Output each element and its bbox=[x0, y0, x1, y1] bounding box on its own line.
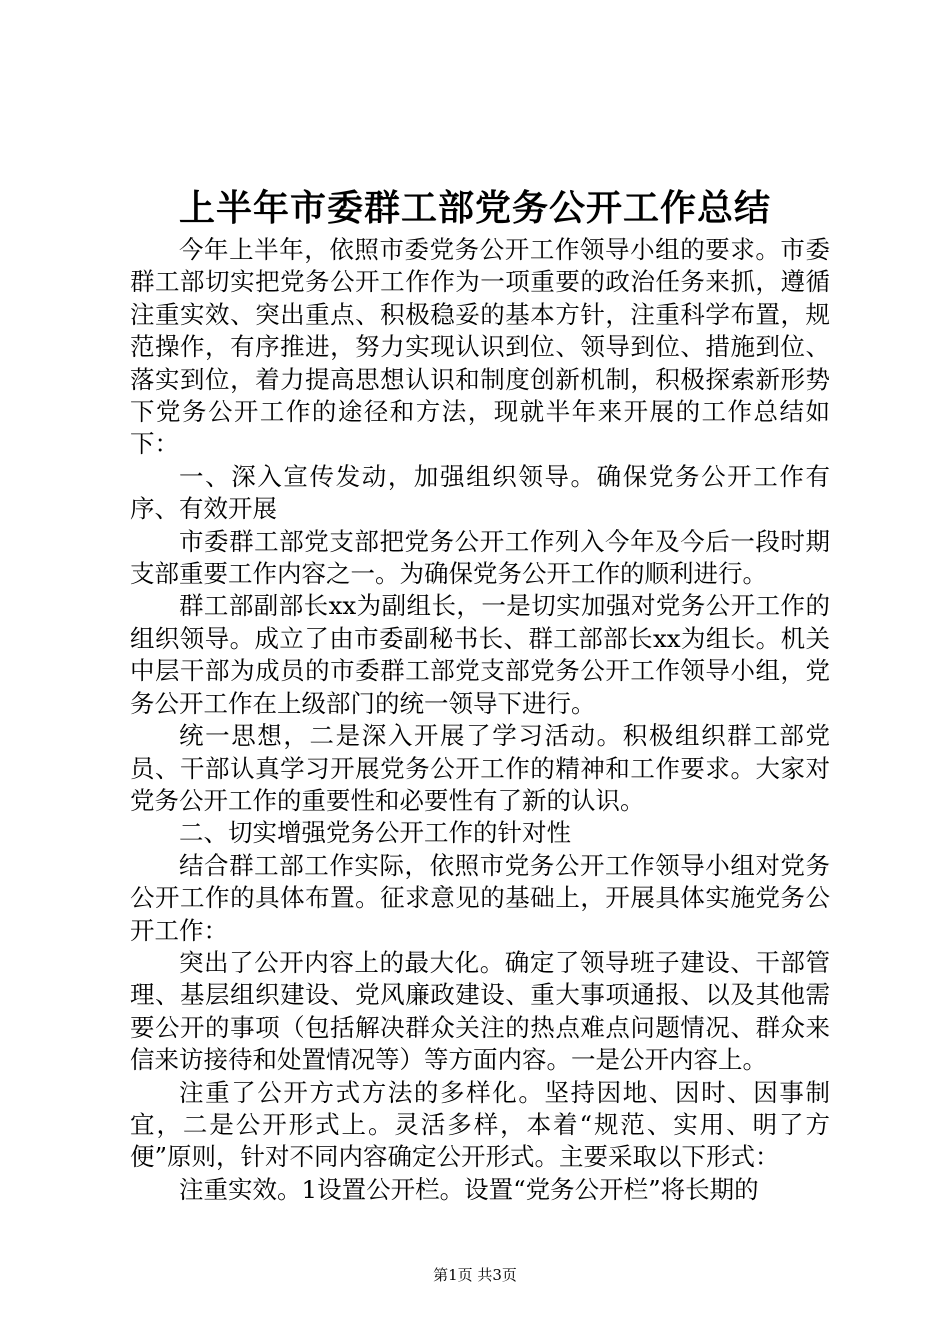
section-heading: 一、深入宣传发动，加强组织领导。确保党务公开工作有序、有效开展 bbox=[130, 461, 830, 524]
paragraph: 结合群工部工作实际，依照市党务公开工作领导小组对党务公开工作的具体布置。征求意见的基础上，开展具体实施党务公开工作： bbox=[130, 850, 830, 945]
paragraph: 突出了公开内容上的最大化。确定了领导班子建设、干部管理、基层组织建设、党风廉政建设、重大事项通报、以及其他需要公开的事项（包括解决群众关注的热点难点问题情况、群众来信来访接待和处置情况等）等方面内容。一是公开内容上。 bbox=[130, 947, 830, 1075]
paragraph: 注重了公开方式方法的多样化。坚持因地、因时、因事制宜，二是公开形式上。灵活多样，本着“规范、实用、明了方便”原则，针对不同内容确定公开形式。主要采取以下形式： bbox=[130, 1077, 830, 1172]
page-number-footer: 第1页 共3页 bbox=[433, 1266, 517, 1284]
paragraph: 今年上半年，依照市委党务公开工作领导小组的要求。市委群工部切实把党务公开工作作为一项重要的政治任务来抓，遵循注重实效、突出重点、积极稳妥的基本方针，注重科学布置，规范操作，有序推进，努力实现认识到位、领导到位、措施到位、落实到位，着力提高思想认识和制度创新机制，积极探索新形势下党务公开工作的途径和方法，现就半年来开展的工作总结如下： bbox=[130, 235, 830, 459]
paragraph: 群工部副部长xx为副组长，一是切实加强对党务公开工作的组织领导。成立了由市委副秘书长、群工部部长xx为组长。机关中层干部为成员的市委群工部党支部党务公开工作领导小组，党务公开工作在上级部门的统一领导下进行。 bbox=[130, 591, 830, 718]
paragraph: 统一思想，二是深入开展了学习活动。积极组织群工部党员、干部认真学习开展党务公开工作的精神和工作要求。大家对党务公开工作的重要性和必要性有了新的认识。 bbox=[130, 721, 830, 815]
document-title: 上半年市委群工部党务公开工作总结 bbox=[178, 187, 771, 229]
paragraph: 注重实效。1设置公开栏。设置“党务公开栏”将长期的 bbox=[179, 1174, 759, 1204]
section-heading: 二、切实增强党务公开工作的针对性 bbox=[179, 818, 571, 848]
document-body bbox=[130, 234, 830, 1206]
paragraph: 市委群工部党支部把党务公开工作列入今年及今后一段时期支部重要工作内容之一。为确保党务公开工作的顺利进行。 bbox=[130, 526, 830, 589]
